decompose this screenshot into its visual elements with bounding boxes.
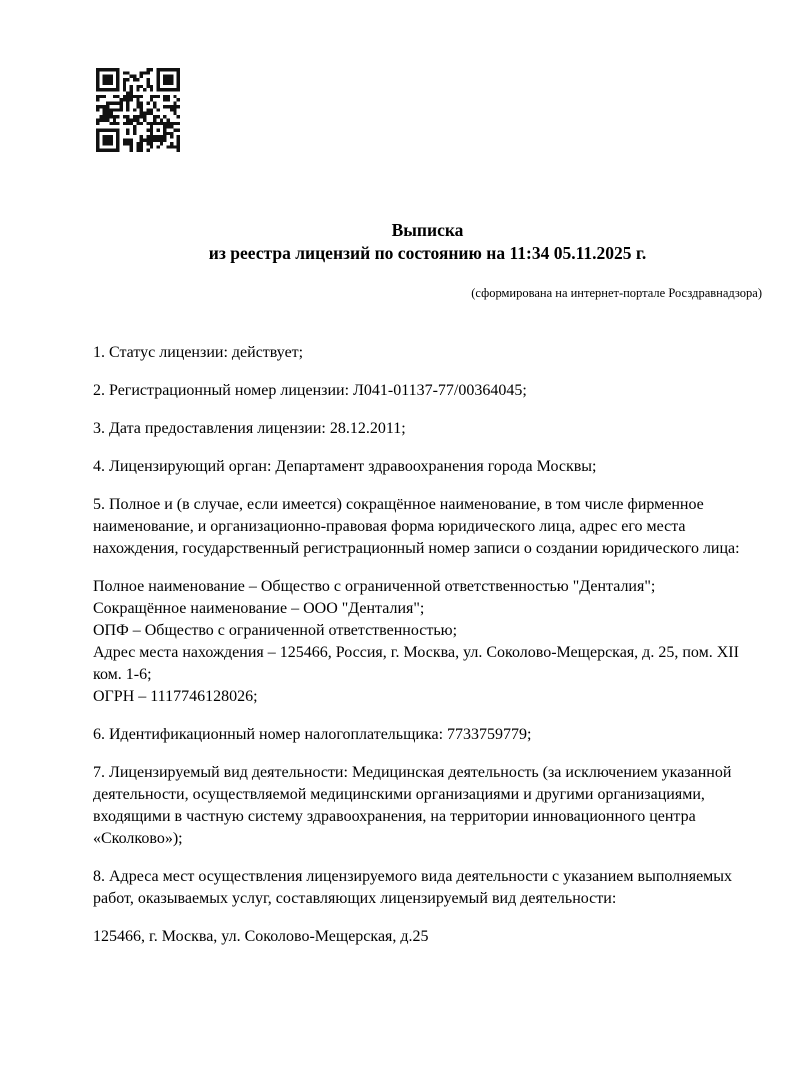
document-title-line2: из реестра лицензий по состоянию на 11:34 05.11.2025 г. — [208, 243, 647, 263]
licensing-authority: 4. Лицензирующий орган: Департамент здравоохранения города Москвы; — [93, 458, 597, 475]
license-grant-date: 3. Дата предоставления лицензии: 28.12.2011; — [93, 420, 406, 437]
org-address: Адрес места нахождения – 125466, Россия, г. Москва, ул. Соколово-Мещерская, д. 25, пом. XII ком. 1-6; — [93, 644, 739, 683]
license-registration-number: 2. Регистрационный номер лицензии: Л041-01137-77/00364045; — [93, 382, 527, 399]
org-short-name: Сокращённое наименование – ООО "Денталия"; — [93, 600, 425, 617]
licensed-activity: 7. Лицензируемый вид деятельности: Медицинская деятельность (за исключением указанной деятельности, осуществляемой медицинскими организациями и другими организациями, входящими в частную систему здравоохранения, на территории инновационного центра «Сколково»); — [93, 764, 732, 847]
org-full-name: Полное наименование – Общество с ограниченной ответственностью "Денталия"; — [93, 578, 656, 595]
activity-address: 125466, г. Москва, ул. Соколово-Мещерская, д.25 — [93, 928, 429, 945]
taxpayer-id: 6. Идентификационный номер налогоплательщика: 7733759779; — [93, 726, 532, 743]
org-details-block — [93, 576, 762, 708]
org-ogrn: ОГРН – 1117746128026; — [93, 688, 258, 705]
org-info-heading: 5. Полное и (в случае, если имеется) сокращённое наименование, в том числе фирменное наименование, и организационно-правовая форма юридического лица, адрес его места нахождения, государственный регистрационный номер записи о создании юридического лица: — [93, 496, 740, 557]
document-content — [93, 0, 762, 964]
document-title-line1: Выписка — [391, 220, 464, 240]
document-title — [93, 219, 762, 265]
generation-note: (сформирована на интернет-портале Росздравнадзора) — [471, 286, 762, 300]
license-status: 1. Статус лицензии: действует; — [93, 344, 304, 361]
org-legal-form: ОПФ – Общество с ограниченной ответственностью; — [93, 622, 458, 639]
activity-addresses-heading: 8. Адреса мест осуществления лицензируемого вида деятельности с указанием выполняемых работ, оказываемых услуг, составляющих лицензируемый вид деятельности: — [93, 868, 733, 907]
document-body — [93, 342, 762, 948]
